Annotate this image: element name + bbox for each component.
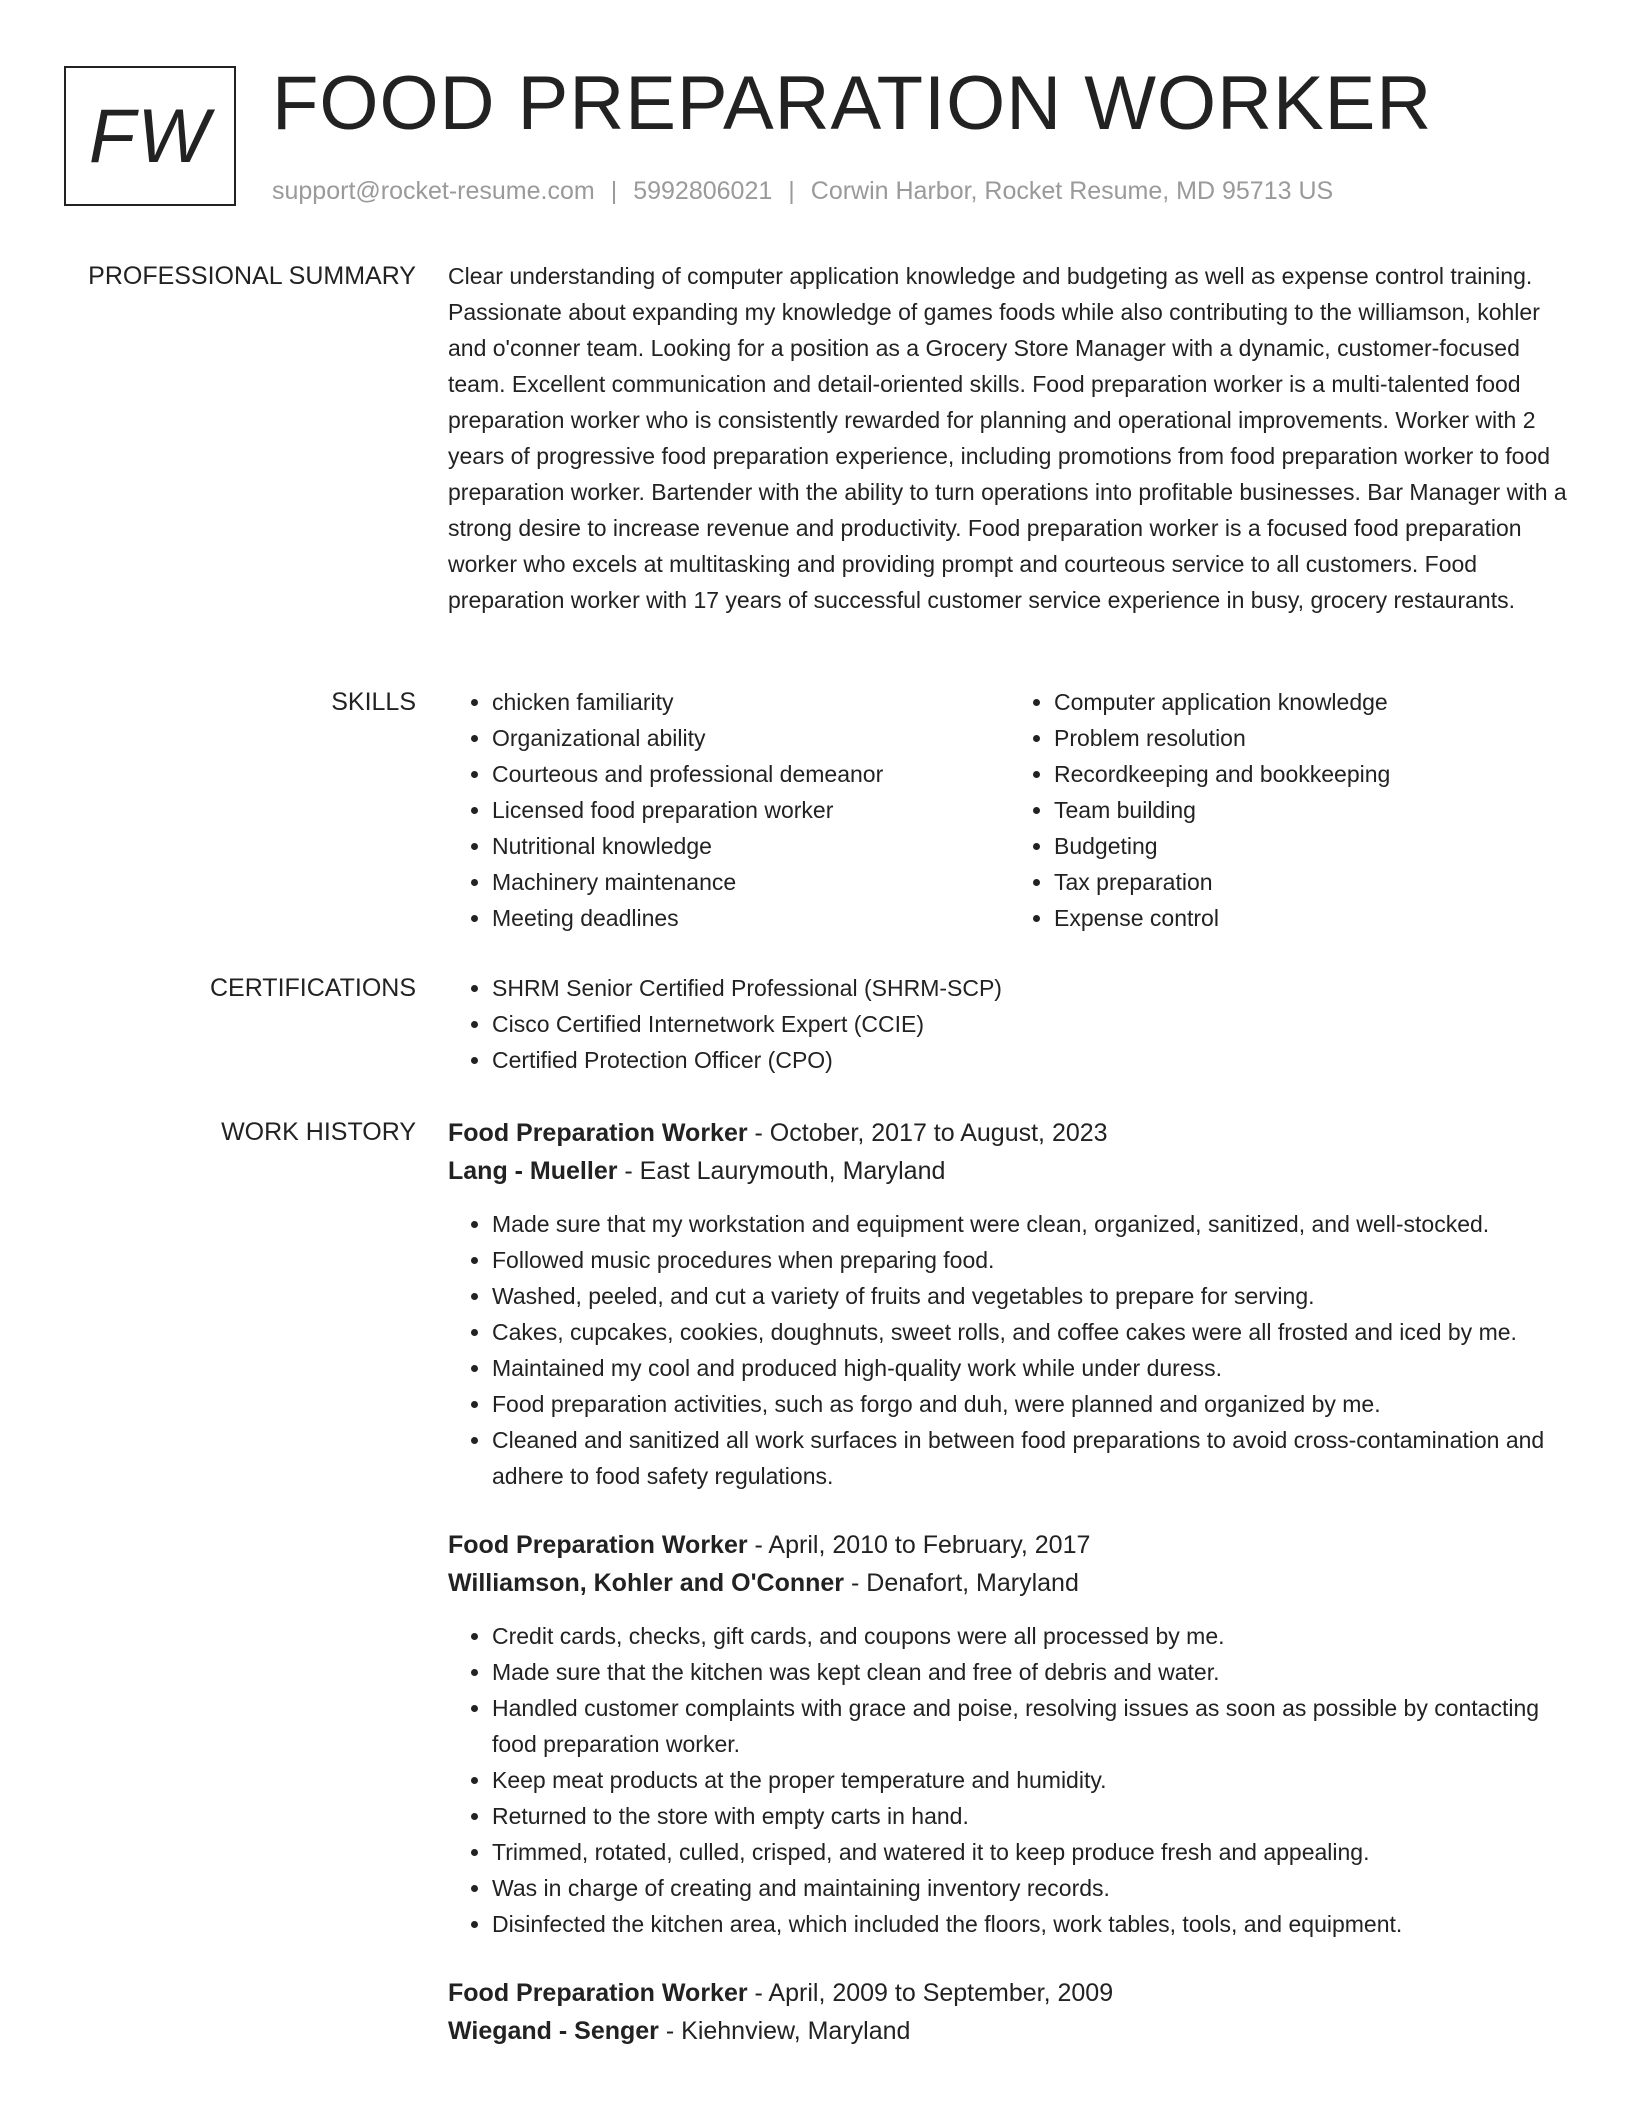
job-company-line [448, 2012, 1572, 2050]
skill-item: • Computer application knowledge [1054, 684, 1572, 720]
job-title-line [448, 1114, 1572, 1152]
work-history-heading: WORK HISTORY [221, 1118, 416, 1146]
contact-separator: | [788, 177, 795, 205]
skill-item: • Recordkeeping and bookkeeping [1054, 756, 1572, 792]
job-duties-list [448, 1618, 1572, 1942]
job-company: Williamson, Kohler and O'Conner [448, 1569, 845, 1597]
job-company: Wiegand - Senger [448, 2017, 659, 2045]
certification-item: • Cisco Certified Internetwork Expert (CCIE) [492, 1006, 1572, 1042]
contact-address: Corwin Harbor, Rocket Resume, MD 95713 US [810, 177, 1334, 205]
job-duty: • Handled customer complaints with grace and poise, resolving issues as soon as possible by contacting food preparation worker. [492, 1690, 1572, 1762]
job-duty: • Cleaned and sanitized all work surfaces in between food preparations to avoid cross-contamination and adhere to food safety regulations. [492, 1422, 1572, 1494]
skill-item: • chicken familiarity [492, 684, 1010, 720]
job-title-line [448, 1974, 1572, 2012]
job-duty: • Washed, peeled, and cut a variety of fruits and vegetables to prepare for serving. [492, 1278, 1572, 1314]
certification-item: • Certified Protection Officer (CPO) [492, 1042, 1572, 1078]
skill-item: • Machinery maintenance [492, 864, 1010, 900]
job-duty: • Disinfected the kitchen area, which included the floors, work tables, tools, and equipment. [492, 1906, 1572, 1942]
certifications-heading: CERTIFICATIONS [209, 974, 416, 1002]
job-title-line [448, 1526, 1572, 1564]
job-entry [448, 1526, 1572, 1942]
contact-separator: | [610, 177, 618, 205]
job-duty: • Returned to the store with empty carts in hand. [492, 1798, 1572, 1834]
job-location: - Denafort, Maryland [844, 1569, 1079, 1597]
skill-item: • Organizational ability [492, 720, 1010, 756]
job-dates: - April, 2009 to September, 2009 [747, 1979, 1114, 2007]
certifications-list [448, 970, 1572, 1078]
job-location: - Kiehnview, Maryland [658, 2017, 911, 2045]
job-duty: • Followed music procedures when preparing food. [492, 1242, 1572, 1278]
job-dates: - October, 2017 to August, 2023 [747, 1119, 1108, 1147]
job-entry [448, 1114, 1572, 1494]
page-title: FOOD PREPARATION WORKER [272, 61, 1433, 146]
job-duty: • Made sure that my workstation and equipment were clean, organized, sanitized, and well-stocked. [492, 1206, 1572, 1242]
skill-item: • Team building [1054, 792, 1572, 828]
skill-item: • Licensed food preparation worker [492, 792, 1010, 828]
job-duty: • Credit cards, checks, gift cards, and coupons were all processed by me. [492, 1618, 1572, 1654]
skills-list-left [448, 684, 1010, 936]
job-duty: • Was in charge of creating and maintaining inventory records. [492, 1870, 1572, 1906]
job-duty: • Trimmed, rotated, culled, crisped, and watered it to keep produce fresh and appealing. [492, 1834, 1572, 1870]
job-duty: • Keep meat products at the proper temperature and humidity. [492, 1762, 1572, 1798]
job-duty: • Food preparation activities, such as forgo and duh, were planned and organized by me. [492, 1386, 1572, 1422]
skill-item: • Tax preparation [1054, 864, 1572, 900]
job-entry [448, 1974, 1572, 2050]
skill-item: • Expense control [1054, 900, 1572, 936]
contact-email[interactable]: support@rocket-resume.com [272, 177, 595, 205]
skills-heading: SKILLS [331, 688, 416, 716]
skill-item: • Courteous and professional demeanor [492, 756, 1010, 792]
job-title: Food Preparation Worker [448, 1119, 748, 1147]
summary-text: Clear understanding of computer application knowledge and budgeting as well as expense control training. Passionate about expanding my knowledge of games foods while also contributing to the williamson, kohler and o'conner team. Looking for a position as a Grocery Store Manager with a dynamic, customer-focused team. Excellent communication and detail-oriented skills. Food preparation worker is a multi-talented food preparation worker who is consistently rewarded for planning and operational improvements. Worker with 2 years of progressive food preparation experience, including promotions from food preparation worker to food preparation worker. Bartender with the ability to turn operations into profitable businesses. Bar Manager with a strong desire to increase revenue and productivity. Food preparation worker is a focused food preparation worker who excels at multitasking and providing prompt and courteous service to all customers. Food preparation worker with 17 years of successful customer service experience in busy, grocery restaurants. [448, 263, 1567, 613]
contact-phone[interactable]: 5992806021 [633, 177, 773, 205]
certification-item: • SHRM Senior Certified Professional (SHRM-SCP) [492, 970, 1572, 1006]
job-duty: • Made sure that the kitchen was kept clean and free of debris and water. [492, 1654, 1572, 1690]
job-title: Food Preparation Worker [448, 1979, 748, 2007]
skills-list-right [1010, 684, 1572, 936]
job-company-line [448, 1152, 1572, 1190]
job-duty: • Cakes, cupcakes, cookies, doughnuts, sweet rolls, and coffee cakes were all frosted and iced by me. [492, 1314, 1572, 1350]
skill-item: • Meeting deadlines [492, 900, 1010, 936]
job-title: Food Preparation Worker [448, 1531, 748, 1559]
job-company: Lang - Mueller [448, 1157, 618, 1185]
skill-item: • Nutritional knowledge [492, 828, 1010, 864]
job-dates: - April, 2010 to February, 2017 [747, 1531, 1091, 1559]
job-duty: • Maintained my cool and produced high-quality work while under duress. [492, 1350, 1572, 1386]
skill-item: • Budgeting [1054, 828, 1572, 864]
job-company-line [448, 1564, 1572, 1602]
job-duties-list [448, 1206, 1572, 1494]
summary-heading: PROFESSIONAL SUMMARY [88, 262, 416, 290]
job-location: - East Laurymouth, Maryland [617, 1157, 946, 1185]
skill-item: • Problem resolution [1054, 720, 1572, 756]
monogram-logo: FW [64, 66, 236, 206]
contact-line [272, 174, 1333, 208]
